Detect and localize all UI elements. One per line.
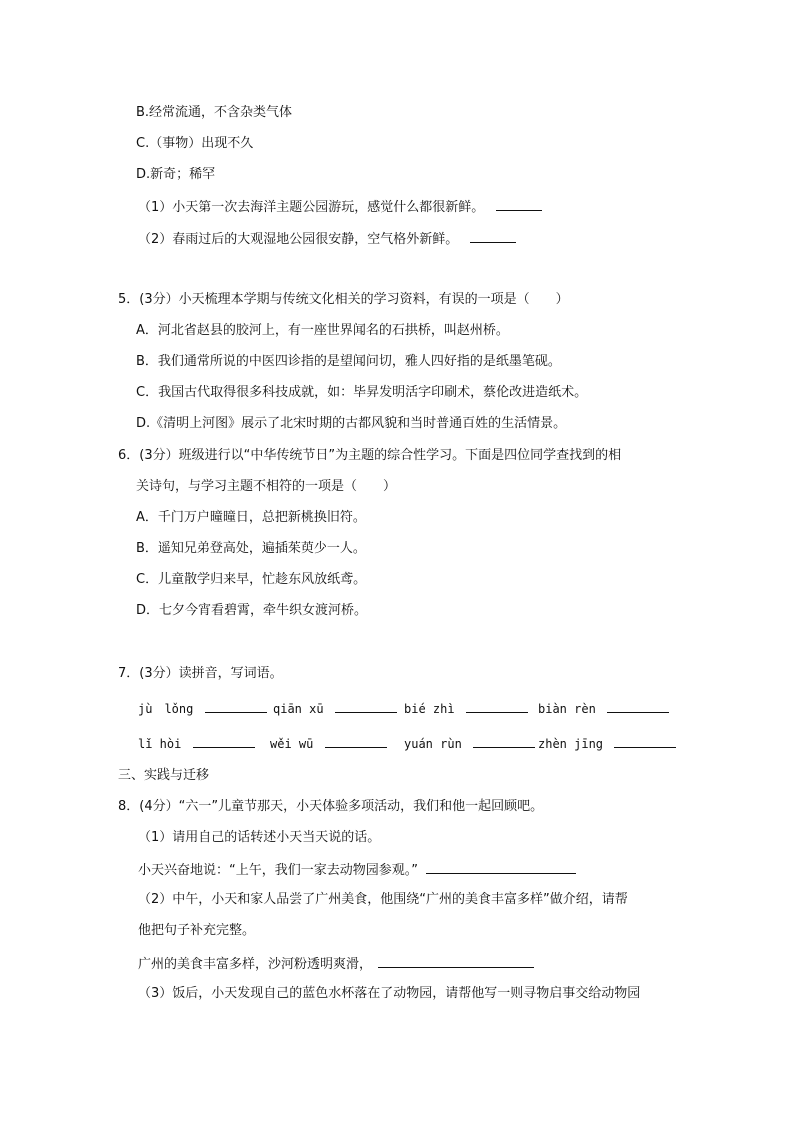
- q4-sub1-text: （1）小天第一次去海洋主题公园游玩，感觉什么都很新鲜。: [138, 200, 485, 215]
- answer-blank[interactable]: [496, 196, 542, 211]
- answer-blank[interactable]: [378, 953, 534, 968]
- q4-option-d: D.新奇；稀罕: [136, 167, 216, 182]
- q6-option-d: D．七夕今宵看碧霄，牵牛织女渡河桥。: [136, 603, 368, 618]
- q4-option-c: C.（事物）出现不久: [136, 136, 254, 151]
- q8-sub2-text: 广州的美食丰富多样，沙河粉透明爽滑，: [138, 957, 373, 972]
- q4-sub1: [138, 196, 542, 218]
- q5-option-a: A．河北省赵县的胶河上，有一座世界闻名的石拱桥，叫赵州桥。: [136, 323, 509, 338]
- q8-sub1-sentence: [138, 859, 576, 881]
- pinyin-text: bié zhì: [404, 702, 455, 716]
- answer-blank[interactable]: [470, 228, 516, 243]
- q8-sub1: （1）请用自己的话转述小天当天说的话。: [138, 830, 381, 845]
- pinyin-row-1: [138, 698, 678, 720]
- pinyin-item: [404, 698, 528, 719]
- pinyin-text: wěi wū: [270, 737, 314, 751]
- pinyin-item: [138, 733, 255, 754]
- q6-option-c: C．儿童散学归来早，忙趁东风放纸鸢。: [136, 572, 367, 587]
- pinyin-text: yuán rùn: [404, 737, 462, 751]
- q5-stem: 5．(3分）小天梳理本学期与传统文化相关的学习资料，有误的一项是（ ）: [118, 292, 569, 307]
- pinyin-item: [270, 733, 387, 754]
- q5-option-c: C．我国古代取得很多科技成就，如：毕昇发明活字印刷术，蔡伦改进造纸术。: [136, 385, 588, 400]
- q8-sub3: （3）饭后，小天发现自己的蓝色水杯落在了动物园，请帮他写一则寻物启事交给动物园: [138, 986, 641, 1001]
- pinyin-text: zhèn jīng: [538, 737, 604, 751]
- section-title: 三、实践与迁移: [118, 768, 210, 783]
- q8-sub2-line2: 他把句子补充完整。: [138, 923, 256, 938]
- q8-sub2-line1: （2）中午，小天和家人品尝了广州美食，他围绕“广州的美食丰富多样”做介绍，请帮: [138, 892, 628, 907]
- q5-option-b: B．我们通常所说的中医四诊指的是望闻问切，雅人四好指的是纸墨笔砚。: [136, 354, 561, 369]
- answer-blank[interactable]: [607, 698, 669, 713]
- pinyin-item: [538, 698, 669, 719]
- q6-stem-line1: 6．(3分）班级进行以“中华传统节日”为主题的综合性学习。下面是四位同学查找到的相: [118, 448, 622, 463]
- q7-stem: 7．(3分）读拼音，写词语。: [118, 666, 283, 681]
- q4-sub2: [138, 228, 516, 250]
- pinyin-item: [138, 698, 267, 719]
- answer-blank[interactable]: [205, 698, 267, 713]
- answer-blank[interactable]: [193, 733, 255, 748]
- pinyin-row-2: [138, 733, 678, 755]
- pinyin-text: lǐ hòi: [138, 737, 182, 751]
- q4-sub2-text: （2）春雨过后的大观湿地公园很安静，空气格外新鲜。: [138, 232, 459, 247]
- q6-option-b: B．遥知兄弟登高处，遍插茱萸少一人。: [136, 541, 366, 556]
- pinyin-item: [404, 733, 535, 754]
- q4-option-b: B.经常流通，不含杂类气体: [136, 105, 293, 120]
- q6-stem-line2: 关诗句，与学习主题不相符的一项是（ ）: [136, 479, 397, 494]
- pinyin-text: biàn rèn: [538, 702, 596, 716]
- pinyin-text: jù lǒng: [138, 702, 194, 716]
- answer-blank[interactable]: [426, 859, 576, 874]
- answer-blank[interactable]: [614, 733, 676, 748]
- q8-sub2-sentence: [138, 953, 534, 975]
- pinyin-item: [273, 698, 397, 719]
- answer-blank[interactable]: [466, 698, 528, 713]
- q8-sub1-text: 小天兴奋地说：“上午，我们一家去动物园参观。”: [138, 863, 418, 878]
- q8-stem: 8．(4分）“六一”儿童节那天，小天体验多项活动，我们和他一起回顾吧。: [118, 799, 544, 814]
- answer-blank[interactable]: [473, 733, 535, 748]
- q5-option-d: D.《清明上河图》展示了北宋时期的古都风貌和当时普通百姓的生活情景。: [136, 416, 567, 431]
- answer-blank[interactable]: [325, 733, 387, 748]
- answer-blank[interactable]: [335, 698, 397, 713]
- q6-option-a: A．千门万户曈曈日，总把新桃换旧符。: [136, 510, 366, 525]
- pinyin-text: qiān xū: [273, 702, 324, 716]
- pinyin-item: [538, 733, 676, 754]
